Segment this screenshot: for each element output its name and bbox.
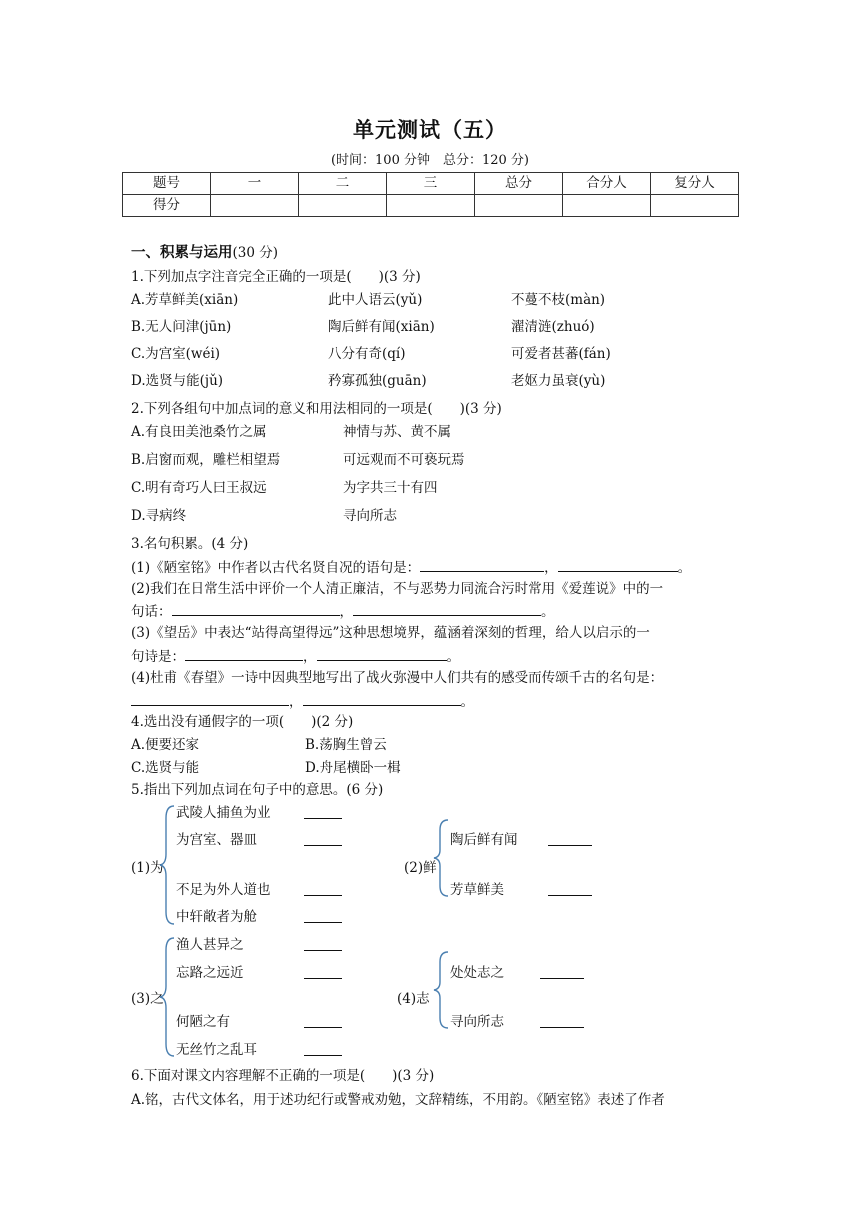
score-input[interactable] bbox=[211, 195, 299, 217]
q2-option-d1[interactable]: D.寻病终 bbox=[131, 508, 187, 524]
q1-option-a2: 此中人语云(yǔ) bbox=[328, 292, 423, 308]
answer-blank[interactable] bbox=[304, 940, 342, 951]
brace-icon bbox=[158, 804, 176, 926]
score-input[interactable] bbox=[651, 195, 739, 217]
answer-blank[interactable] bbox=[304, 912, 342, 923]
answer-blank[interactable] bbox=[548, 835, 592, 846]
q1-option-d1[interactable]: D.选贤与能(jǔ) bbox=[131, 373, 224, 389]
q2-option-b1[interactable]: B.启窗而观，雕栏相望焉 bbox=[131, 452, 281, 468]
cell-score-label: 得分 bbox=[123, 195, 211, 217]
q1-option-a1[interactable]: A.芳草鲜美(xiān) bbox=[131, 292, 239, 308]
brace-icon bbox=[432, 950, 450, 1030]
answer-blank[interactable] bbox=[303, 693, 461, 706]
answer-blank[interactable] bbox=[420, 559, 544, 572]
q6-option-a[interactable]: A.铭，古代文体名，用于述功纪行或警戒劝勉，文辞精练，不用韵。《陋室铭》表述了作者 bbox=[131, 1092, 665, 1108]
q5-g1-item: 武陵人捕鱼为业 bbox=[176, 805, 271, 821]
q5-group2-label: (2)鲜 bbox=[404, 860, 437, 876]
brace-icon bbox=[158, 936, 176, 1058]
score-input[interactable] bbox=[299, 195, 387, 217]
q1-option-b2: 陶后鲜有闻(xiān) bbox=[328, 319, 435, 335]
cell-scorer: 合分人 bbox=[563, 173, 651, 195]
answer-blank[interactable] bbox=[304, 808, 342, 819]
q1-option-d3: 老妪力虽衰(yù) bbox=[511, 373, 606, 389]
cell-part-2: 二 bbox=[299, 173, 387, 195]
q2-option-a1[interactable]: A.有良田美池桑竹之属 bbox=[131, 424, 267, 440]
answer-blank[interactable] bbox=[540, 968, 584, 979]
q2-option-a2: 神情与苏、黄不属 bbox=[343, 424, 451, 440]
q2-stem: 2.下列各组句中加点词的意义和用法相同的一项是( )(3 分) bbox=[131, 401, 502, 417]
q1-option-a3: 不蔓不枝(màn) bbox=[511, 292, 606, 308]
q1-option-d2: 矜寡孤独(guān) bbox=[328, 373, 427, 389]
score-table-score-row bbox=[123, 195, 739, 217]
q4-stem: 4.选出没有通假字的一项( )(2 分) bbox=[131, 714, 354, 730]
q5-g3-item: 忘路之远近 bbox=[176, 965, 244, 981]
answer-blank[interactable] bbox=[304, 885, 342, 896]
q5-stem: 5.指出下列加点词在句子中的意思。(6 分) bbox=[131, 782, 384, 798]
q5-g2-item: 陶后鲜有闻 bbox=[450, 832, 518, 848]
q5-g3-item: 何陋之有 bbox=[176, 1014, 230, 1030]
cell-part-1: 一 bbox=[211, 173, 299, 195]
answer-blank[interactable] bbox=[317, 648, 447, 661]
q3-stem: 3.名句积累。(4 分) bbox=[131, 536, 249, 552]
q5-group4-label: (4)志 bbox=[397, 991, 430, 1007]
cell-part-3: 三 bbox=[387, 173, 475, 195]
answer-blank[interactable] bbox=[304, 1045, 342, 1056]
q2-option-c2: 为字共三十有四 bbox=[343, 480, 438, 496]
q4-option-b[interactable]: B.荡胸生曾云 bbox=[305, 737, 387, 753]
page-title: 单元测试（五） bbox=[353, 118, 507, 142]
score-table bbox=[122, 172, 739, 217]
answer-blank[interactable] bbox=[540, 1017, 584, 1028]
answer-blank[interactable] bbox=[304, 968, 342, 979]
q3-item-3-line2: 句诗是： ， 。 bbox=[131, 649, 460, 665]
score-input[interactable] bbox=[387, 195, 475, 217]
answer-blank[interactable] bbox=[185, 648, 303, 661]
q5-g2-item: 芳草鲜美 bbox=[450, 882, 504, 898]
answer-blank[interactable] bbox=[558, 559, 678, 572]
score-table-header-row bbox=[123, 173, 739, 195]
exam-info: (时间：100 分钟 总分：120 分) bbox=[330, 153, 530, 168]
q5-g4-item: 寻向所志 bbox=[450, 1014, 504, 1030]
q3-item-3-line1: (3)《望岳》中表达“站得高望得远”这种思想境界，蕴涵着深刻的哲理，给人以启示的一 bbox=[131, 625, 650, 641]
q6-stem: 6.下面对课文内容理解不正确的一项是( )(3 分) bbox=[131, 1068, 435, 1084]
q5-g3-item: 无丝竹之乱耳 bbox=[176, 1042, 257, 1058]
q1-option-b3: 濯清涟(zhuó) bbox=[511, 319, 595, 335]
q1-stem: 1.下列加点字注音完全正确的一项是( )(3 分) bbox=[131, 269, 421, 285]
q1-option-c2: 八分有奇(qí) bbox=[328, 346, 406, 362]
section-heading: 一、积累与运用(30 分) bbox=[131, 245, 279, 261]
answer-blank[interactable] bbox=[172, 603, 340, 616]
q1-option-b1[interactable]: B.无人问津(jūn) bbox=[131, 319, 232, 335]
cell-checker: 复分人 bbox=[651, 173, 739, 195]
brace-icon bbox=[432, 818, 450, 898]
answer-blank[interactable] bbox=[304, 1017, 342, 1028]
q5-g3-item: 渔人甚异之 bbox=[176, 937, 244, 953]
q4-option-a[interactable]: A.便要还家 bbox=[131, 737, 200, 753]
q3-item-4-line1: (4)杜甫《春望》一诗中因典型地写出了战火弥漫中人们共有的感受而传颂千古的名句是： bbox=[131, 670, 664, 686]
answer-blank[interactable] bbox=[131, 693, 289, 706]
q1-option-c1[interactable]: C.为宫室(wéi) bbox=[131, 346, 221, 362]
q5-g1-item: 不足为外人道也 bbox=[176, 882, 271, 898]
cell-question-no: 题号 bbox=[123, 173, 211, 195]
answer-blank[interactable] bbox=[353, 603, 541, 616]
q5-g4-item: 处处志之 bbox=[450, 965, 504, 981]
q5-group3-label: (3)之 bbox=[131, 991, 164, 1007]
q4-option-d[interactable]: D.舟尾横卧一楫 bbox=[305, 760, 401, 776]
q1-option-c3: 可爱者甚蕃(fán) bbox=[511, 346, 611, 362]
q2-option-c1[interactable]: C.明有奇巧人曰王叔远 bbox=[131, 480, 267, 496]
q3-item-2-line2: 句话： ， 。 bbox=[131, 604, 555, 620]
answer-blank[interactable] bbox=[304, 835, 342, 846]
q5-g1-item: 为宫室、器皿 bbox=[176, 832, 257, 848]
q3-item-4-line2: ， 。 bbox=[131, 693, 474, 710]
score-input[interactable] bbox=[563, 195, 651, 217]
q2-option-d2: 寻向所志 bbox=[343, 508, 397, 524]
q5-g1-item: 中轩敞者为舱 bbox=[176, 909, 257, 925]
q4-option-c[interactable]: C.选贤与能 bbox=[131, 760, 200, 776]
cell-total: 总分 bbox=[475, 173, 563, 195]
q3-item-1: (1)《陋室铭》中作者以古代名贤自况的语句是： ， 。 bbox=[131, 560, 692, 576]
answer-blank[interactable] bbox=[548, 885, 592, 896]
q2-option-b2: 可远观而不可亵玩焉 bbox=[343, 452, 465, 468]
score-input[interactable] bbox=[475, 195, 563, 217]
q3-item-2-line1: (2)我们在日常生活中评价一个人清正廉洁，不与恶势力同流合污时常用《爱莲说》中的一 bbox=[131, 581, 664, 597]
q5-group1-label: (1)为 bbox=[131, 860, 164, 876]
